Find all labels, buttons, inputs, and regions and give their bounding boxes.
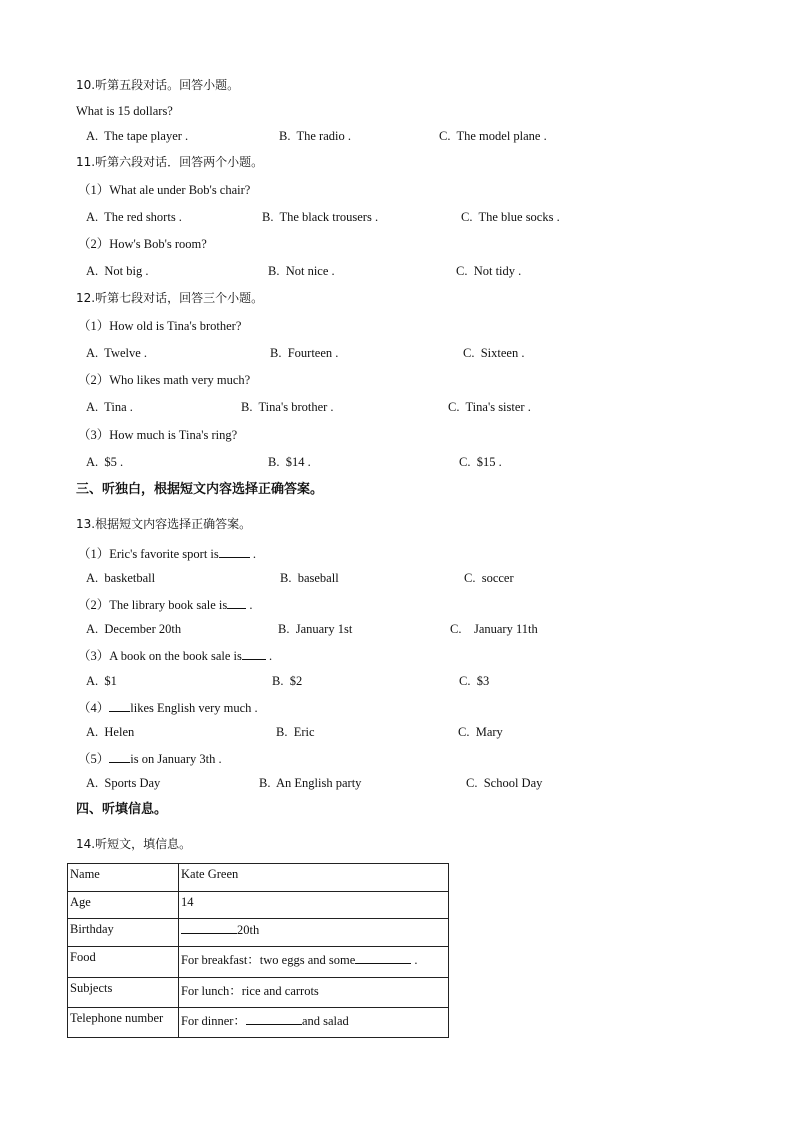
q13-sub1-option-c[interactable]: C. soccer [464,571,514,585]
q10-option-b[interactable]: B. The radio . [279,129,351,143]
q13-sub2-question: （2）The library book sale is . [78,598,253,612]
q13-sub5-option-c[interactable]: C. School Day [466,776,543,790]
answer-blank[interactable] [219,546,250,558]
q13-sub5-option-a[interactable]: A. Sports Day [86,776,161,790]
row-value-food: For breakfast：two eggs and some . [179,947,449,978]
row-value-name: Kate Green [179,864,449,892]
row-value-telephone: For dinner： and salad [179,1008,449,1038]
row-label-name: Name [68,864,179,892]
q11-sub2-question: （2）How's Bob's room? [78,237,207,251]
q13-sub2-option-b[interactable]: B. January 1st [278,622,353,636]
answer-blank[interactable] [109,700,130,712]
table-row [68,892,449,919]
q12-header: 12.听第七段对话，回答三个小题。 [76,291,264,305]
q13-sub4-option-b[interactable]: B. Eric [276,725,315,739]
section-4-title: 四、听填信息。 [76,802,168,817]
q13-sub1-option-b[interactable]: B. baseball [280,571,339,585]
answer-blank[interactable] [109,751,130,763]
q13-sub3-option-a[interactable]: A. $1 [86,674,117,688]
table-row [68,1008,449,1038]
fill-blank[interactable] [246,1013,302,1025]
q12-sub2-question: （2）Who likes math very much? [78,373,251,387]
q12-sub3-option-c[interactable]: C. $15 . [459,455,502,469]
q11-sub1-option-b[interactable]: B. The black trousers . [262,210,379,224]
row-value-subjects: For lunch：rice and carrots [179,978,449,1008]
q11-sub1-option-c[interactable]: C. The blue socks . [461,210,560,224]
row-label-age: Age [68,892,179,919]
q10-header: 10.听第五段对话。回答小题。 [76,78,240,92]
fill-blank[interactable] [181,922,237,934]
q13-sub4-option-a[interactable]: A. Helen [86,725,135,739]
q13-sub2-option-a[interactable]: A. December 20th [86,622,182,636]
row-label-subjects: Subjects [68,978,179,1008]
q11-header: 11.听第六段对话．回答两个小题。 [76,155,264,169]
q12-sub1-question: （1）How old is Tina's brother? [78,319,242,333]
row-value-birthday: 20th [179,919,449,947]
q12-sub3-option-a[interactable]: A. $5 . [86,455,124,469]
q13-sub5-question: （5） is on January 3th . [78,752,222,766]
q12-sub2-option-c[interactable]: C. Tina's sister . [448,400,531,414]
section-3-title: 三、听独白，根据短文内容选择正确答案。 [76,482,324,497]
q14-header: 14.听短文，填信息。 [76,837,192,851]
table-row [68,919,449,947]
q12-sub3-question: （3）How much is Tina's ring? [78,428,238,442]
q12-sub1-option-a[interactable]: A. Twelve . [86,346,148,360]
q13-sub3-question: （3）A book on the book sale is . [78,649,273,663]
fill-blank[interactable] [355,952,411,964]
q12-sub1-option-c[interactable]: C. Sixteen . [463,346,525,360]
row-label-telephone: Telephone number [68,1008,179,1038]
info-table [67,863,449,1038]
q13-sub4-question: （4） likes English very much . [78,701,258,715]
answer-blank[interactable] [242,648,266,660]
q13-sub4-option-c[interactable]: C. Mary [458,725,503,739]
q11-sub1-question: （1）What ale under Bob's chair? [78,183,251,197]
table-row [68,947,449,978]
answer-blank[interactable] [227,597,246,609]
q13-sub2-option-c[interactable]: C. January 11th [450,622,538,636]
q13-sub3-option-c[interactable]: C. $3 [459,674,490,688]
q11-sub2-option-c[interactable]: C. Not tidy . [456,264,522,278]
q12-sub3-option-b[interactable]: B. $14 . [268,455,311,469]
table-row [68,978,449,1008]
q11-sub1-option-a[interactable]: A. The red shorts . [86,210,182,224]
q13-sub1-option-a[interactable]: A. basketball [86,571,156,585]
q13-sub3-option-b[interactable]: B. $2 [272,674,303,688]
row-label-birthday: Birthday [68,919,179,947]
q10-option-c[interactable]: C. The model plane . [439,129,547,143]
row-label-food: Food [68,947,179,978]
q10-question: What is 15 dollars? [76,104,173,118]
row-value-age: 14 [179,892,449,919]
table-row [68,864,449,892]
q10-option-a[interactable]: A. The tape player . [86,129,189,143]
q13-header: 13.根据短文内容选择正确答案。 [76,517,252,531]
q11-sub2-option-a[interactable]: A. Not big . [86,264,149,278]
q13-sub1-question: （1）Eric's favorite sport is . [78,547,257,561]
q12-sub2-option-b[interactable]: B. Tina's brother . [241,400,334,414]
q13-sub5-option-b[interactable]: B. An English party [259,776,362,790]
q12-sub2-option-a[interactable]: A. Tina . [86,400,133,414]
q11-sub2-option-b[interactable]: B. Not nice . [268,264,335,278]
q12-sub1-option-b[interactable]: B. Fourteen . [270,346,339,360]
